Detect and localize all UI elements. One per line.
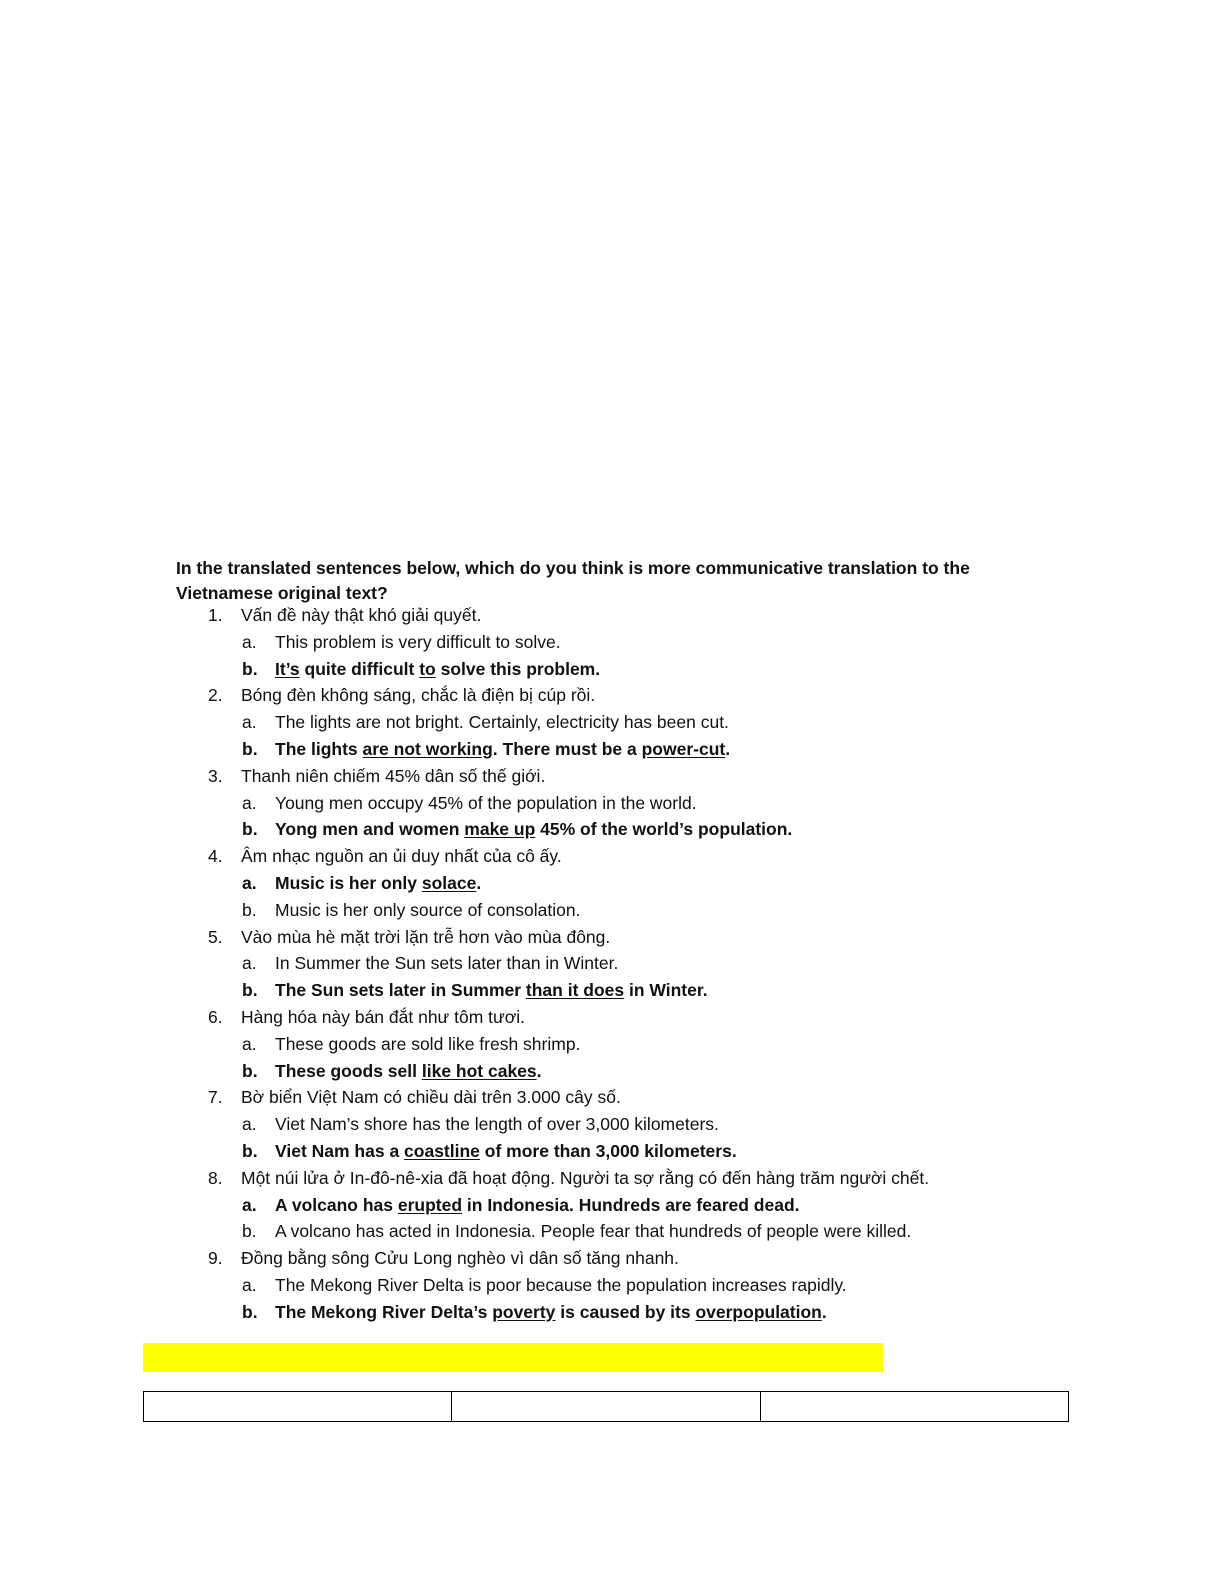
text-run: in Winter. [624, 980, 708, 1001]
text-run: . [536, 1060, 542, 1081]
underlined-phrase: erupted [397, 1194, 463, 1215]
translation-option [0, 712, 1225, 739]
list-item [0, 1007, 1225, 1034]
option-text [275, 873, 481, 894]
translation-option [0, 1195, 1225, 1222]
translation-option [0, 1114, 1225, 1141]
underlined-phrase: It’s [275, 658, 300, 679]
translation-option [0, 739, 1225, 766]
vietnamese-sentence: Vào mùa hè mặt trời lặn trễ hơn vào mùa đông. [241, 926, 611, 947]
underlined-phrase: make up [464, 819, 536, 840]
text-run: Viet Nam has a [275, 1141, 405, 1161]
text-run: quite difficult [299, 658, 420, 679]
empty-table [143, 1391, 1069, 1422]
option-text [275, 1061, 542, 1082]
option-letter: a. [242, 712, 257, 733]
text-run: The Sun sets later in Summer [275, 980, 526, 1001]
option-letter: a. [242, 1114, 257, 1135]
option-text [275, 739, 730, 760]
option-text [275, 1034, 580, 1055]
text-run: The Mekong River Delta is poor because the population increases rapidly. [275, 1275, 847, 1295]
table-row [144, 1392, 1069, 1422]
text-run: Young men occupy 45% of the population in the world. [275, 792, 697, 813]
underlined-phrase: like hot cakes [421, 1060, 537, 1081]
vietnamese-sentence: Một núi lửa ở In-đô-nê-xia đã hoạt động. Người ta sợ rằng có đến hàng trăm người chết. [241, 1167, 930, 1188]
option-letter: b. [242, 1301, 258, 1322]
text-run: Yong men and women [275, 819, 465, 840]
text-run: . [476, 873, 482, 893]
translation-option [0, 1275, 1225, 1302]
text-run: 45% of the world’s population. [535, 819, 793, 840]
option-letter: b. [242, 1221, 257, 1242]
translation-option [0, 1061, 1225, 1088]
list-item [0, 685, 1225, 712]
underlined-phrase: to [419, 658, 436, 679]
text-run: Viet Nam’s shore has the length of over 3,000 kilometers. [275, 1114, 719, 1135]
text-run: . [725, 739, 731, 759]
option-letter: a. [242, 1275, 257, 1295]
translation-option [0, 873, 1225, 900]
option-text [275, 632, 561, 653]
option-text [275, 1114, 719, 1135]
option-letter: b. [242, 980, 258, 1001]
table-cell [144, 1392, 452, 1422]
translation-option [0, 1141, 1225, 1168]
table-cell [452, 1392, 760, 1422]
instruction-heading: In the translated sentences below, which do you think is more communicative translation to the Vietnamese original text? [176, 558, 970, 603]
text-run: Music is her only [275, 873, 422, 893]
option-letter: a. [242, 1194, 257, 1215]
underlined-phrase: solace [421, 873, 477, 893]
option-text [275, 1275, 847, 1296]
underlined-phrase: power-cut [641, 739, 726, 759]
translation-option [0, 659, 1225, 686]
translation-option [0, 953, 1225, 980]
translation-option [0, 980, 1225, 1007]
text-run: These goods are sold like fresh shrimp. [275, 1033, 581, 1054]
text-run: A volcano has acted in Indonesia. People fear that hundreds of people were killed. [275, 1221, 912, 1242]
list-item [0, 605, 1225, 632]
option-text [275, 900, 580, 921]
translation-option [0, 632, 1225, 659]
yellow-highlight-bar [143, 1343, 883, 1372]
underlined-phrase: coastline [404, 1141, 480, 1161]
underlined-phrase: poverty [492, 1301, 556, 1322]
vietnamese-sentence: Đồng bằng sông Cửu Long nghèo vì dân số tăng nhanh. [241, 1248, 679, 1269]
option-letter: a. [242, 1033, 257, 1054]
text-run: Music is her only source of consolation. [275, 899, 581, 920]
option-text [275, 980, 708, 1001]
option-letter: a. [242, 953, 257, 974]
item-number: 7. [208, 1087, 223, 1108]
item-number: 8. [208, 1167, 223, 1188]
list-item [0, 1087, 1225, 1114]
option-text [275, 1141, 737, 1162]
vietnamese-sentence: Bờ biển Việt Nam có chiều dài trên 3.000 cây số. [241, 1087, 621, 1108]
option-letter: b. [242, 1141, 258, 1161]
list-item [0, 766, 1225, 793]
option-text [275, 1195, 800, 1216]
list-item [0, 846, 1225, 873]
text-run: In Summer the Sun sets later than in Winter. [275, 953, 619, 974]
underlined-phrase: overpopulation [695, 1301, 822, 1322]
option-text [275, 712, 729, 733]
text-run: This problem is very difficult to solve. [275, 631, 561, 652]
translation-option [0, 793, 1225, 820]
option-letter: b. [242, 819, 258, 840]
translation-option [0, 819, 1225, 846]
underlined-phrase: than it does [525, 980, 625, 1001]
text-run: The lights are not bright. Certainly, electricity has been cut. [275, 712, 729, 733]
item-number: 9. [208, 1248, 223, 1269]
item-number: 4. [208, 846, 223, 867]
text-run: . [821, 1301, 827, 1322]
list-item [0, 1168, 1225, 1195]
vietnamese-sentence: Vấn đề này thật khó giải quyết. [241, 605, 482, 625]
text-run: of more than 3,000 kilometers. [479, 1141, 737, 1161]
option-letter: a. [242, 873, 257, 893]
option-letter: b. [242, 1060, 258, 1081]
text-run: The lights [275, 739, 363, 759]
option-text [275, 659, 600, 680]
option-letter: b. [242, 658, 258, 679]
option-letter: b. [242, 739, 258, 759]
list-item [0, 927, 1225, 954]
item-number: 2. [208, 685, 223, 706]
vietnamese-sentence: Âm nhạc nguồn an ủi duy nhất của cô ấy. [241, 846, 562, 867]
vietnamese-sentence: Bóng đèn không sáng, chắc là điện bị cúp rồi. [241, 685, 596, 706]
translation-option [0, 1302, 1225, 1329]
table-cell [760, 1392, 1068, 1422]
option-text [275, 953, 618, 974]
item-number: 6. [208, 1007, 223, 1027]
option-text [275, 1221, 911, 1242]
text-run: solve this problem. [435, 658, 601, 679]
option-letter: a. [242, 631, 257, 652]
item-number: 3. [208, 765, 223, 786]
text-run: These goods sell [275, 1060, 422, 1081]
option-letter: b. [242, 899, 257, 920]
text-run: A volcano has [275, 1194, 398, 1215]
option-text [275, 793, 697, 814]
option-text [275, 819, 792, 840]
option-text [275, 1302, 827, 1323]
translation-option [0, 900, 1225, 927]
translation-option [0, 1221, 1225, 1248]
translation-option [0, 1034, 1225, 1061]
vietnamese-sentence: Hàng hóa này bán đắt như tôm tươi. [241, 1007, 525, 1027]
list-item [0, 1248, 1225, 1275]
text-run: in Indonesia. Hundreds are feared dead. [462, 1194, 800, 1215]
text-run: is caused by its [555, 1301, 696, 1322]
item-number: 5. [208, 926, 223, 947]
vietnamese-sentence: Thanh niên chiếm 45% dân số thế giới. [241, 765, 546, 786]
text-run: The Mekong River Delta’s [275, 1301, 493, 1322]
option-letter: a. [242, 792, 257, 813]
item-number: 1. [208, 605, 223, 625]
underlined-phrase: are not working [362, 739, 493, 759]
text-run: . There must be a [492, 739, 642, 759]
